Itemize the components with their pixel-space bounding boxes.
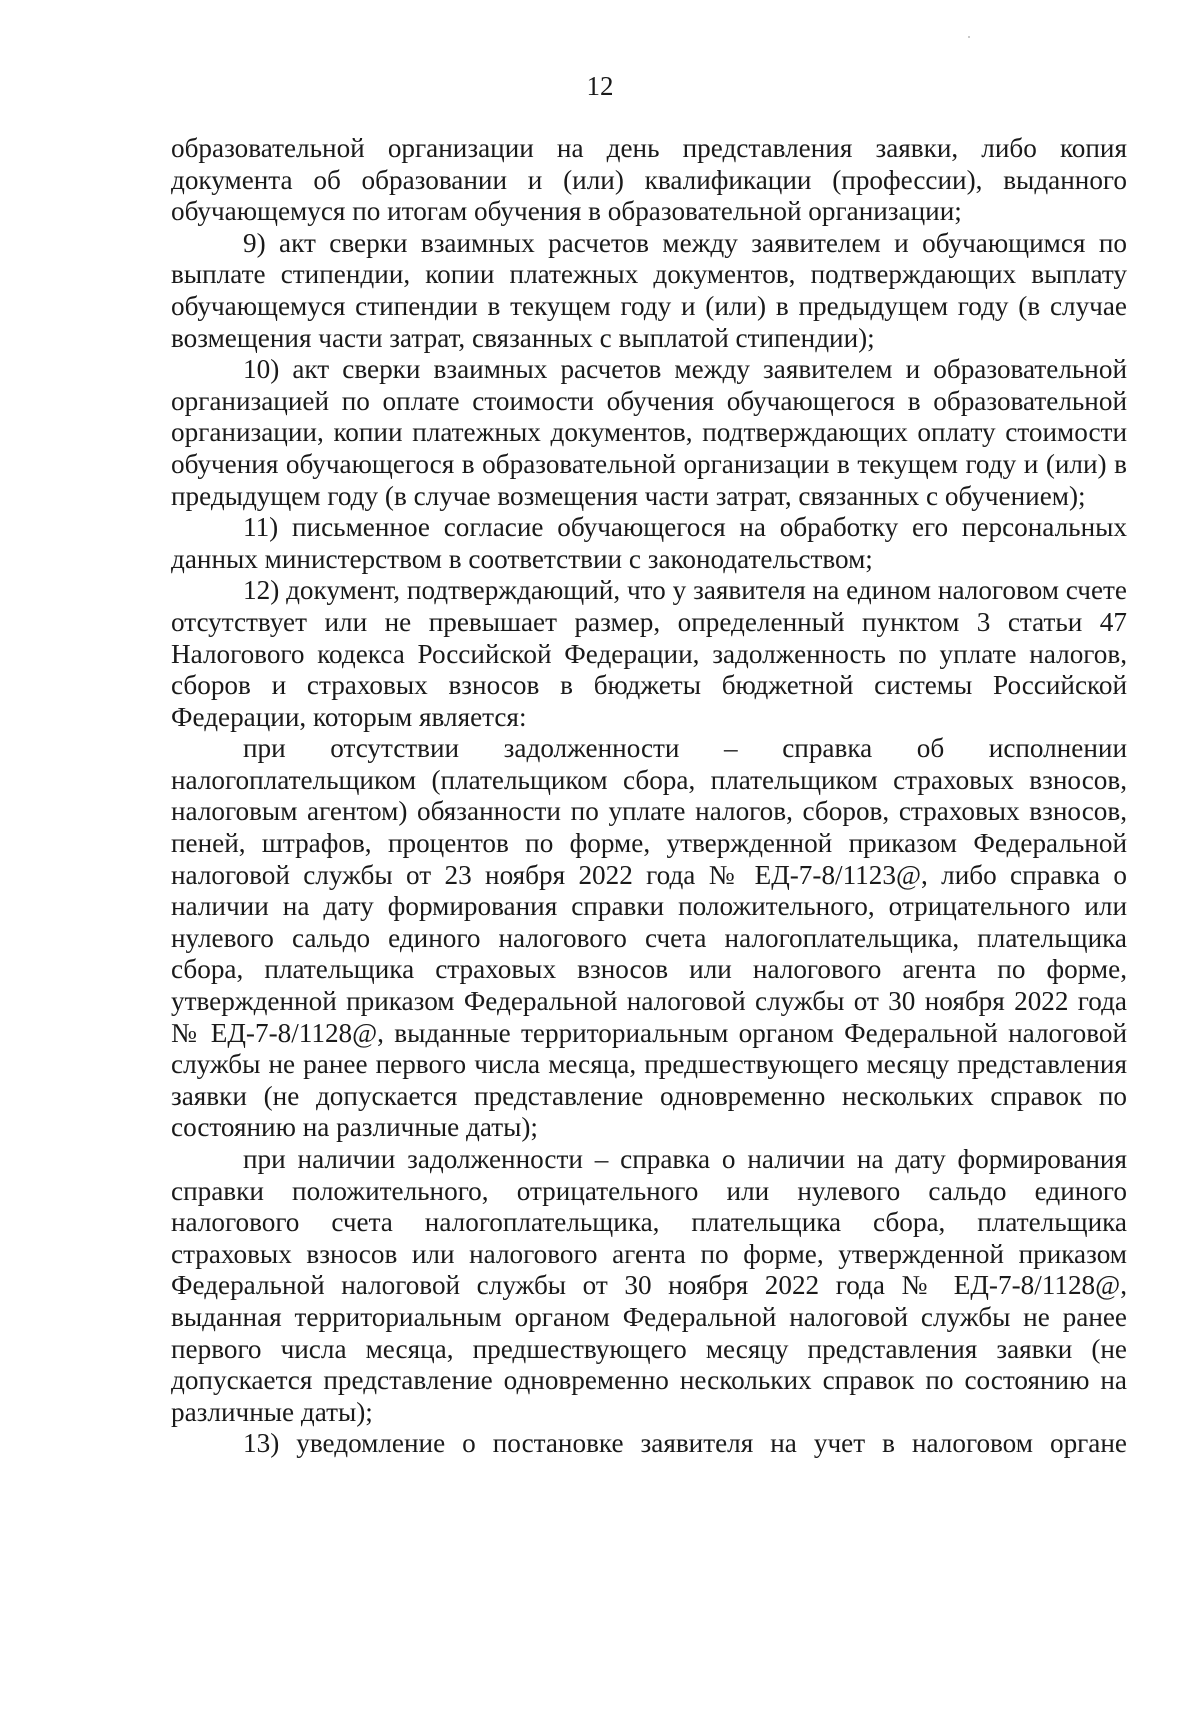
paragraph-no-debt: при отсутствии задолженности – справка об исполнении налогоплательщиком (плательщиком сбора, плательщиком страховых взносов, налоговым агентом) обязанности по уплате налогов, сборов, страховых взносов, пеней, штрафов, процентов по форме, утвержденной приказом Федеральной налоговой службы от 23 ноября 2022 года № ЕД-7-8/1123@, либо справка о наличии на дату формирования справки положительного, отрицательного или нулевого сальдо единого налогового счета налогоплательщика, плательщика сбора, плательщика страховых взносов или налогового агента по форме, утвержденной приказом Федеральной налоговой службы от 30 ноября 2022 года № ЕД-7-8/1128@, выданные территориальным органом Федеральной налоговой службы не ранее первого числа месяца, предшествующего месяцу представления заявки (не допускается представление одновременно нескольких справок по состоянию на различные даты);: [171, 733, 1127, 1143]
paragraph-item-10: 10) акт сверки взаимных расчетов между заявителем и образовательной организацией по оплате стоимости обучения обучающегося в образовательной организации, копии платежных документов, подтверждающих оплату стоимости обучения обучающегося в образовательной организации в текущем году и (или) в предыдущем году (в случае возмещения части затрат, связанных с обучением);: [171, 354, 1127, 511]
document-body: [171, 133, 1127, 1460]
paragraph-item-13: 13) уведомление о постановке заявителя на учет в налоговом органе: [243, 1428, 1127, 1459]
paragraph-item-12: 12) документ, подтверждающий, что у заявителя на едином налоговом счете отсутствует или не превышает размер, определенный пунктом 3 статьи 47 Налогового кодекса Российской Федерации, задолженность по уплате налогов, сборов и страховых взносов в бюджеты бюджетной системы Российской Федерации, которым является:: [171, 575, 1127, 732]
page-number: 12: [586, 71, 614, 101]
paragraph-item-9: 9) акт сверки взаимных расчетов между заявителем и обучающимся по выплате стипендии, копии платежных документов, подтверждающих выплату обучающемуся стипендии в текущем году и (или) в предыдущем году (в случае возмещения части затрат, связанных с выплатой стипендии);: [171, 227, 1127, 353]
paragraph-continuation: образовательной организации на день представления заявки, либо копия документа об образовании и (или) квалификации (профессии), выданного обучающемуся по итогам обучения в образовательной организации;: [171, 133, 1127, 227]
scan-artifact: [968, 36, 970, 38]
paragraph-with-debt: при наличии задолженности – справка о наличии на дату формирования справки положительного, отрицательного или нулевого сальдо единого налогового счета налогоплательщика, плательщика сбора, плательщика страховых взносов или налогового агента по форме, утвержденной приказом Федеральной налоговой службы от 30 ноября 2022 года № ЕД-7-8/1128@, выданная территориальным органом Федеральной налоговой службы не ранее первого числа месяца, предшествующего месяцу представления заявки (не допускается представление одновременно нескольких справок по состоянию на различные даты);: [171, 1144, 1127, 1427]
paragraph-item-11: 11) письменное согласие обучающегося на обработку его персональных данных министерством в соответствии с законодательством;: [171, 512, 1127, 574]
